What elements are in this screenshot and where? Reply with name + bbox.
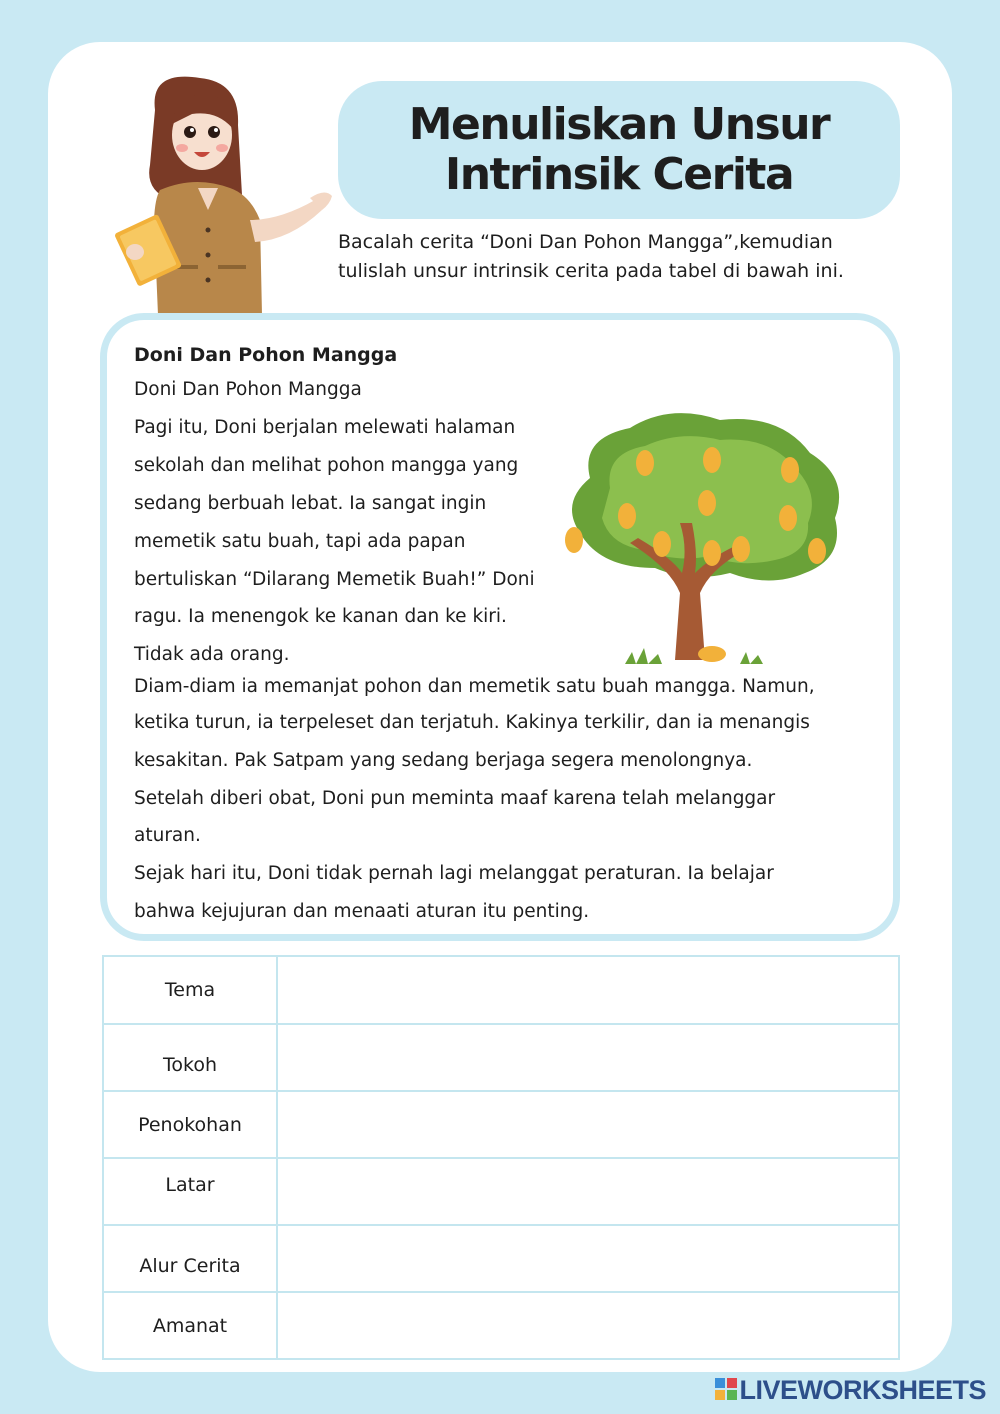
answer-field-latar[interactable] [277,1158,899,1225]
answer-field-tokoh[interactable] [277,1024,899,1091]
story-line: Diam-diam ia memanjat pohon dan memetik satu buah mangga. Namun, [134,676,815,697]
row-label-penokohan: Penokohan [103,1091,277,1158]
story-line: ketika turun, ia terpeleset dan terjatuh. Kakinya terkilir, dan ia menangis [134,712,810,733]
row-label-tema: Tema [103,956,277,1024]
table-row [103,1225,899,1292]
story-line: Setelah diberi obat, Doni pun meminta maaf karena telah melanggar [134,788,776,809]
story-line: sekolah dan melihat pohon mangga yang [134,455,519,476]
row-label-amanat: Amanat [103,1292,277,1359]
title-banner [338,81,900,219]
table-row [103,1024,899,1091]
row-label-latar: Latar [103,1158,277,1225]
story-title: Doni Dan Pohon Mangga [134,344,398,366]
story-line: sedang berbuah lebat. Ia sangat ingin [134,493,487,514]
teacher-illustration [110,70,340,315]
row-label-tokoh: Tokoh [103,1024,277,1091]
liveworksheets-logo-text: LIVEWORKSHEETS [739,1374,986,1405]
story-line: Doni Dan Pohon Mangga [134,379,362,400]
answer-field-penokohan[interactable] [277,1091,899,1158]
story-line: kesakitan. Pak Satpam yang sedang berjaga segera menolongnya. [134,750,753,771]
answer-field-amanat[interactable] [277,1292,899,1359]
title-line-1: Menuliskan Unsur [408,99,830,150]
story-line: aturan. [134,825,201,846]
table-row [103,956,899,1024]
mango-tree-illustration [560,408,850,670]
instruction-line-2: tulislah unsur intrinsik cerita pada tabel di bawah ini. [338,260,844,282]
table-row [103,1292,899,1359]
story-line: Tidak ada orang. [134,644,290,665]
story-line: bertuliskan “Dilarang Memetik Buah!” Doni [134,569,535,590]
answer-field-alur-cerita[interactable] [277,1225,899,1292]
instruction-text [338,228,928,286]
table-row [103,1158,899,1225]
liveworksheets-logo-icon [715,1378,737,1402]
row-label-alur-cerita: Alur Cerita [103,1225,277,1292]
intrinsic-elements-table [102,955,900,1360]
instruction-line-1: Bacalah cerita “Doni Dan Pohon Mangga”,kemudian [338,231,833,253]
story-line: memetik satu buah, tapi ada papan [134,531,466,552]
story-line: ragu. Ia menengok ke kanan dan ke kiri. [134,606,507,627]
answer-field-tema[interactable] [277,956,899,1024]
liveworksheets-logo[interactable] [715,1374,986,1406]
table-row [103,1091,899,1158]
story-line: Sejak hari itu, Doni tidak pernah lagi melanggat peraturan. Ia belajar [134,863,774,884]
title-line-2: Intrinsik Cerita [444,149,794,200]
page-title [409,100,830,200]
story-line: Pagi itu, Doni berjalan melewati halaman [134,417,516,438]
story-line: bahwa kejujuran dan menaati aturan itu penting. [134,901,590,922]
